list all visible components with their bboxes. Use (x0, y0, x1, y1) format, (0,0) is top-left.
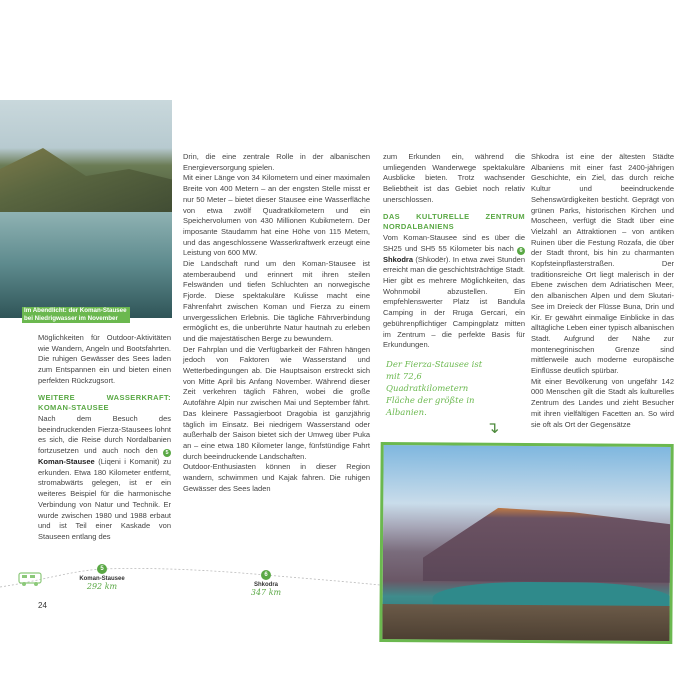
stop-number-badge: 6 (517, 247, 525, 255)
page-number: 24 (38, 601, 47, 610)
column-3 (383, 152, 525, 351)
column-4 (531, 152, 674, 430)
text: (Liqeni i Komanit) zu erkunden. Etwa 180 Kilometer entfernt, stromabwärts gelegen, ist er ein weiteres Beispiel für die harmonische Verbindung von Natur und Technik. Er wurde zwischen 1980 und 1988 erbaut und ist Teil einer Kaskade von Stauseen entlang des (38, 457, 171, 541)
paragraph: Mit einer Bevölkerung von ungefähr 142 000 Menschen gilt die Stadt als kulturelles Zentrum des Landes und zieht Besucher mit ihren vielfältigen Facetten an. So wird sie oft als Ort der Gegensätze (531, 376, 674, 429)
stop-name: Shkodra (253, 582, 278, 588)
handwritten-note: Der Fierza-Stausee ist mit 72,6 Quadratkilometern Fläche der größte in Albanien. (386, 360, 483, 418)
stop-number-badge: 5 (163, 449, 171, 457)
column-1 (38, 333, 171, 543)
paragraph: Shkodra ist eine der ältesten Städte Albaniens mit einer fast 2400-jährigen Geschichte, ein Ziel, das durch reiche Kultur und beeindruckende Sehenswürdigkeiten besticht. Geprägt von grünen Parks, historischen Kirchen und Moscheen, verfügt die Stadt über eine Vielzahl an Attraktionen – von antiken Ruinen über die Festung Rozafa, die über der Stadt thront, bis hin zu charmanten Kopfsteinpflasterstraßen. Der traditionsreiche Ort liegt malerisch in der Ebene zwischen dem Adriatischen Meer, den albanischen Alpen und dem Skutari-See im Dreieck der Flüsse Buna, Drin und Kir. Er gewährt einmalige Einblicke in das alltägliche Leben einer typisch albanischen Stadt. Aufgrund der Nähe zur montenegrinischen Grenze sind mittlerweile auch moderne europäische Einflüsse deutlich spürbar. (531, 152, 674, 376)
arrow-down-icon: ↴ (486, 420, 500, 437)
paragraph: Mit einer Länge von 34 Kilometern und einer maximalen Breite von 400 Metern – an der engsten Stelle misst er nur 50 Meter – bietet dieser Stausee eine Wasserfläche von etwa zwölf Quadratkilometern und ein Speichervolumen von 430 Millionen Kubikmetern. Der imposante Staudamm hat eine Höhe von 115 Metern, und das angeschlossene Wasserkraftwerk erzeugt eine Leistung von 600 MW. (183, 173, 370, 258)
paragraph: Möglichkeiten für Outdoor-Aktivitäten wie Wandern, Angeln und Bootsfahrten. Die ruhigen Gewässer des Sees laden zum Entspannen ein und bieten einen perfekten Rückzugsort. (38, 333, 171, 385)
column-2 (183, 152, 370, 495)
koman-lake-photo (0, 100, 172, 318)
paragraph: Outdoor-Enthusiasten können in dieser Region wandern, schwimmen und Kajak fahren. Die ruhigen Gewässer des Sees laden (183, 462, 370, 493)
text: Vom Koman-Stausee sind es über die SH25 und SH5 55 Kilometer bis nach (383, 232, 525, 253)
text: (Shkodër). In etwa zwei Stunden erreicht man die geschichtsträchtige Stadt. Hier gibt es mehrere Möglichkeiten, das Wohnmobil abzustellen. Ein empfehlenswerter Platz ist Bandula Camping in der Rruga Gercari, ein gebührenpflichtiger Campingplatz mitten im Zentrum – die perfekte Basis für Erkundungen. (383, 254, 525, 350)
fierza-lake-photo (379, 442, 673, 644)
paragraph: Die Landschaft rund um den Koman-Stausee ist atemberaubend und erinnert mit ihren steilen Felswänden und tiefen Schluchten an norwegische Fjorde. Diese spektakuläre Kulisse macht eine Fährenfahrt zwischen Koman und Fierza zu einem unvergesslichen Erlebnis. Die tägliche Fährverbindung ermöglicht es, die unberührte Natur hautnah zu erleben und die majestätischen Berge zu bewundern. (183, 259, 370, 343)
stop-distance: 347 km (250, 588, 282, 597)
camper-van-icon (18, 571, 46, 587)
place-name: Shkodra (383, 254, 414, 264)
text: Nach dem Besuch des beeindruckenden Fierza-Stausees lohnt es sich, die Reise durch Nordalbanien fortzusetzen und auch noch den (38, 413, 171, 456)
paragraph (38, 414, 171, 543)
stop-name: Koman-Stausee (79, 576, 125, 582)
photo-caption: Im Abendlicht: der Koman-Stausee bei Niedrigwasser im November (22, 307, 130, 323)
paragraph: zum Erkunden ein, während die umliegenden Wanderwege spektakuläre Ausblicke bieten. Trotz wachsender Beliebtheit ist das Gebiet noch relativ unerschlossen. (383, 152, 525, 204)
stop-number-badge: 5 (97, 564, 107, 574)
paragraph: Drin, die eine zentrale Rolle in der albanischen Energieversorgung spielen. (183, 152, 370, 172)
paragraph (383, 233, 525, 351)
place-name: Koman-Stausee (38, 457, 95, 467)
paragraph: Der Fahrplan und die Verfügbarkeit der Fähren hängen jedoch von Faktoren wie Wasserstand und Wetterbedingungen ab. Die Hauptsaison erstreckt sich von Mitte April bis Anfang November. Während dieser Zeit verkehren täglich Fähren, wobei die große Autofähre Alpin nur zwischen Mai und September fährt. Das kleinere Passagierboot Dragobia ist ganzjährig täglich im Einsatz. Bei niedrigem Wasserstand oder außerhalb der Saison bietet sich der Umweg über Puka an – eine etwa 180 Kilometer lange, fünfstündige Fahrt durch beeindruckende Landschaften. (183, 344, 370, 461)
stop-distance: 292 km (86, 582, 118, 591)
stop-number-badge: 6 (261, 570, 271, 580)
section-heading: DAS KULTURELLE ZENTRUM NORDALBANIENS (383, 211, 525, 232)
route-stop-shkodra (221, 570, 311, 597)
route-stop-koman (57, 564, 147, 591)
section-heading: WEITERE WASSERKRAFT: KOMAN-STAUSEE (38, 392, 171, 413)
